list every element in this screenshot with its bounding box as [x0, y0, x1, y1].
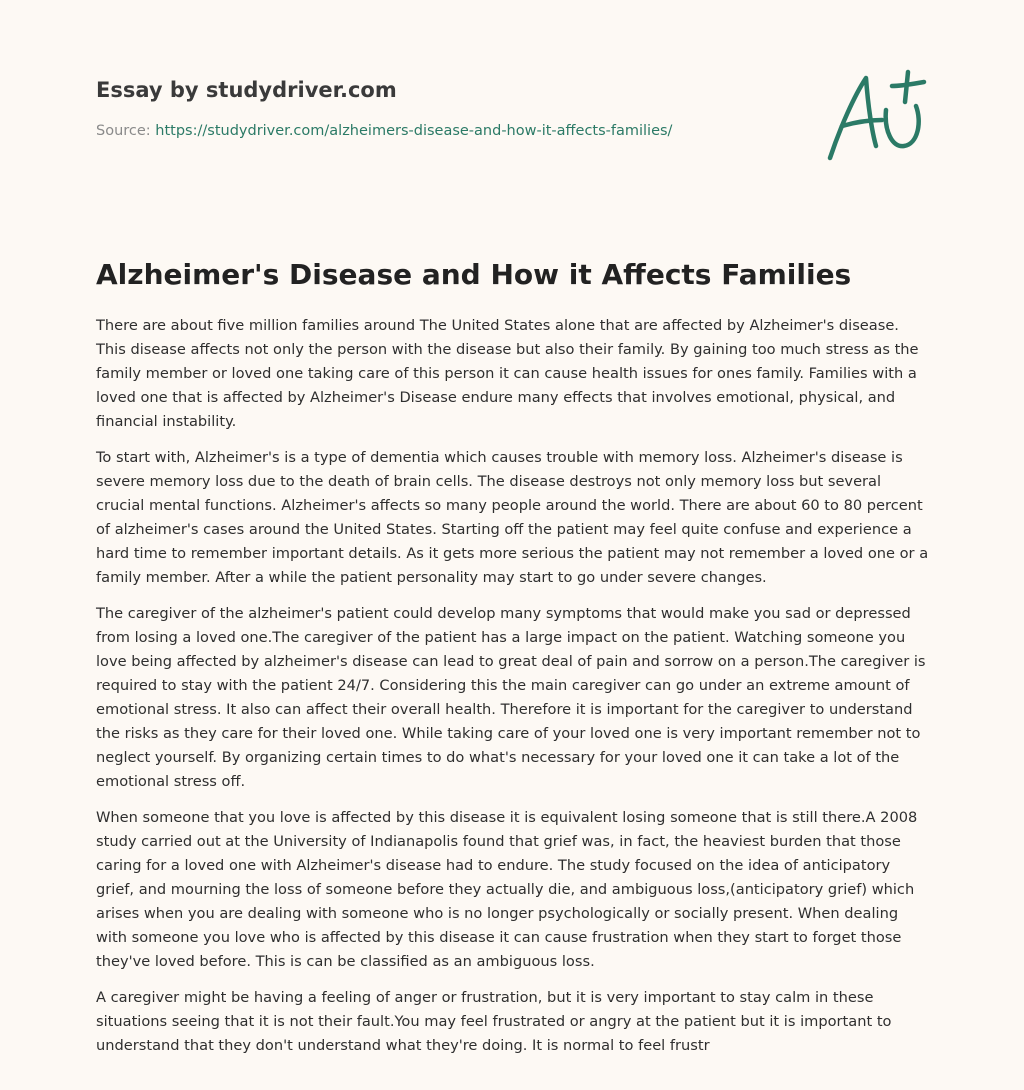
- source-line: [96, 120, 796, 142]
- essay-header: [96, 74, 796, 142]
- essay-body: [96, 314, 932, 1070]
- essay-paragraph: A caregiver might be having a feeling of anger or frustration, but it is very important to stay calm in these situations seeing that it is not their fault.You may feel frustrated or angry at the patient but it is important to understand that they don't understand what they're doing. It is normal to feel frustr: [96, 989, 892, 1054]
- a-plus-grade-icon: [820, 66, 930, 166]
- essay-paragraph: When someone that you love is affected by this disease it is equivalent losing someone that is still there.A 2008 study carried out at the University of Indianapolis found that grief was, in fact, the heaviest burden that those caring for a loved one with Alzheimer's disease had to endure. The study focused on the idea of anticipatory grief, and mourning the loss of someone before they actually die, and ambiguous loss,(anticipatory grief) which arises when you are dealing with someone who is no longer psychologically or socially present. When dealing with someone you love who is affected by this disease it can cause frustration when they start to forget those they've loved before. This is can be classified as an ambiguous loss.: [96, 809, 918, 970]
- essay-paragraph: The caregiver of the alzheimer's patient could develop many symptoms that would make you sad or depressed from losing a loved one.The caregiver of the patient has a large impact on the patient. Watching someone you love being affected by alzheimer's disease can lead to great deal of pain and sorrow on a person.The caregiver is required to stay with the patient 24/7. Considering this the main caregiver can go under an extreme amount of emotional stress. It also can affect their overall health. Therefore it is important for the caregiver to understand the risks as they care for their loved one. While taking care of your loved one is very important remember not to neglect yourself. By organizing certain times to do what's necessary for your loved one it can take a lot of the emotional stress off.: [96, 605, 926, 790]
- site-brand: Essay by studydriver.com: [96, 78, 397, 102]
- source-link[interactable]: https://studydriver.com/alzheimers-disease-and-how-it-affects-families/: [155, 123, 673, 139]
- essay-paragraph: To start with, Alzheimer's is a type of dementia which causes trouble with memory loss. Alzheimer's disease is severe memory loss due to the death of brain cells. The disease destroys not only memory loss but several crucial mental functions. Alzheimer's affects so many people around the world. There are about 60 to 80 percent of alzheimer's cases around the United States. Starting off the patient may feel quite confuse and experience a hard time to remember important details. As it gets more serious the patient may not remember a loved one or a family member. After a while the patient personality may start to go under severe changes.: [96, 449, 929, 586]
- source-label: Source:: [96, 123, 151, 139]
- essay-paragraph: There are about five million families around The United States alone that are affected by Alzheimer's disease. This disease affects not only the person with the disease but also their family. By gaining too much stress as the family member or loved one taking care of this person it can cause health issues for ones family. Families with a loved one that is affected by Alzheimer's Disease endure many effects that involves emotional, physical, and financial instability.: [96, 317, 919, 430]
- essay-title: Alzheimer's Disease and How it Affects Families: [96, 258, 852, 291]
